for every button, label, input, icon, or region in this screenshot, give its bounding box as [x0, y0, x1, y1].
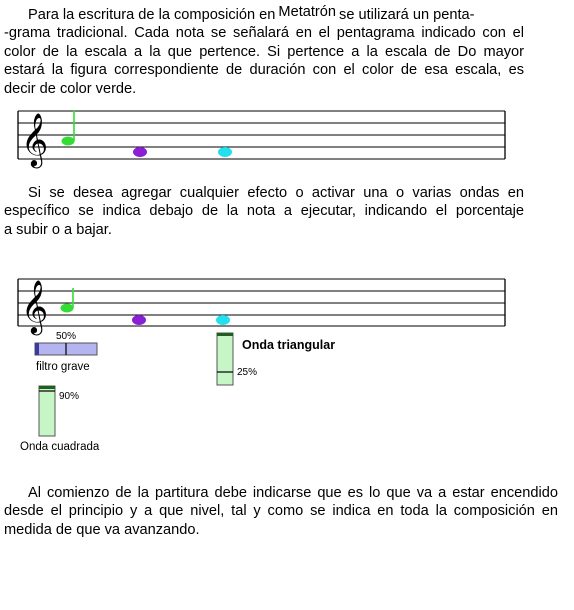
staff-2	[18, 279, 505, 335]
note-purple	[133, 147, 147, 157]
paragraph-1-line-1: Para la escritura de la composición en Metatrón se utilizará un penta-	[28, 4, 475, 23]
low-filter-label: filtro grave	[36, 361, 90, 373]
note-green	[62, 137, 75, 146]
triangle-wave-indicator	[217, 333, 233, 385]
staff-2-lines	[18, 279, 505, 326]
triangle-wave-cap	[217, 333, 233, 336]
paragraph-2-line-2: específico se indica debajo de la nota a ejecutar, indicando el porcentaje	[4, 203, 524, 220]
staff-1-lines	[18, 111, 505, 159]
paragraph-1-line-4: estará la figura correspondiente de duración con el color de esa escala, es	[4, 62, 524, 79]
square-wave-percent: 90%	[59, 391, 80, 402]
metatron-word: Metatrón	[278, 4, 337, 20]
note-green	[61, 304, 74, 313]
square-wave-indicator	[39, 386, 55, 436]
triangle-wave-percent: 25%	[237, 367, 258, 378]
low-filter-indicator	[35, 343, 97, 355]
paragraph-2	[4, 184, 524, 239]
note-purple	[132, 315, 146, 325]
paragraph-1-line-2: -grama tradicional. Cada nota se señalará en el pentagrama indicado con el	[4, 25, 524, 42]
note-cyan	[216, 315, 230, 325]
paragraph-3-line-3: medida de que va avanzando.	[4, 521, 200, 538]
paragraph-2-line-1: Si se desea agregar cualquier efecto o activar una o varias ondas en	[28, 185, 524, 201]
paragraph-3-line-1: Al comienzo de la partitura debe indicarse que es lo que va a estar encendido	[28, 485, 558, 501]
treble-clef-icon: 𝄞	[21, 112, 49, 166]
low-filter-percent: 50%	[56, 331, 77, 342]
note-cyan	[218, 147, 232, 157]
triangle-wave-label: Onda triangular	[242, 338, 336, 352]
paragraph-3-line-2: desde el principio y a que nivel, tal y como se indica en toda la composición en	[4, 503, 558, 520]
paragraph-1-line-5: decir de color verde.	[4, 80, 137, 97]
triangle-wave-bar	[217, 333, 233, 385]
square-wave-label: Onda cuadrada	[20, 441, 100, 453]
paragraph-1-line-3: color de la escala a la que pertence. Si pertence a la escala de Do mayor	[4, 43, 524, 60]
square-wave-bar	[39, 386, 55, 436]
paragraph-2-line-3: a subir o a bajar.	[4, 221, 112, 238]
treble-clef-icon: 𝄞	[21, 279, 49, 333]
square-wave-cap	[39, 386, 55, 389]
paragraph-3	[4, 484, 558, 539]
low-filter-cap	[35, 343, 39, 355]
staff-1	[18, 110, 505, 168]
